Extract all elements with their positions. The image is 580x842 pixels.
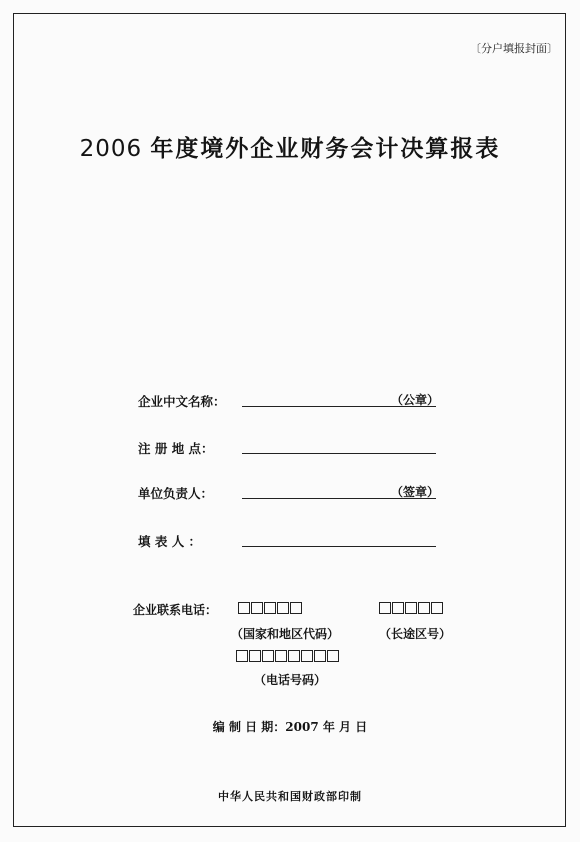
digit-box[interactable] (392, 602, 404, 614)
signature-seal-note: （签章） (391, 485, 440, 499)
printer-credit: 中华人民共和国财政部印制 (218, 790, 362, 803)
field-label: 单位负责人： (138, 486, 214, 501)
digit-box[interactable] (314, 650, 326, 662)
digit-box[interactable] (275, 650, 287, 662)
phone-label: 企业联系电话： (133, 603, 218, 617)
digit-box[interactable] (301, 650, 313, 662)
digit-box[interactable] (405, 602, 417, 614)
official-seal-note: （公章） (391, 393, 440, 407)
digit-box[interactable] (262, 650, 274, 662)
digit-box[interactable] (249, 650, 261, 662)
digit-box[interactable] (264, 602, 276, 614)
digit-box[interactable] (238, 602, 250, 614)
digit-box[interactable] (251, 602, 263, 614)
filled-by-input-line[interactable] (242, 546, 436, 547)
digit-box[interactable] (418, 602, 430, 614)
digit-box[interactable] (288, 650, 300, 662)
phone-number-boxes[interactable] (236, 650, 340, 662)
country-code-boxes[interactable] (238, 602, 303, 614)
cover-type-tag: 〔分户填报封面〕 (470, 42, 558, 55)
digit-box[interactable] (236, 650, 248, 662)
digit-box[interactable] (327, 650, 339, 662)
phone-number-caption: （电话号码） (254, 673, 327, 687)
field-label: 企业中文名称： (138, 394, 226, 409)
title-text: 年度境外企业财务会计决算报表 (150, 135, 501, 162)
country-code-caption: （国家和地区代码） (231, 627, 340, 641)
digit-box[interactable] (277, 602, 289, 614)
area-code-boxes[interactable] (379, 602, 444, 614)
digit-box[interactable] (290, 602, 302, 614)
address-input-line[interactable] (242, 453, 436, 454)
field-label: 填 表 人 ： (138, 534, 202, 549)
digit-box[interactable] (379, 602, 391, 614)
digit-box[interactable] (431, 602, 443, 614)
compile-date: 编 制 日 期：2007 年 月 日 (212, 720, 368, 734)
area-code-caption: （长途区号） (379, 627, 452, 641)
title-year: 2006 (79, 136, 143, 162)
page-title (0, 130, 580, 163)
field-label: 注 册 地 点： (138, 441, 214, 456)
